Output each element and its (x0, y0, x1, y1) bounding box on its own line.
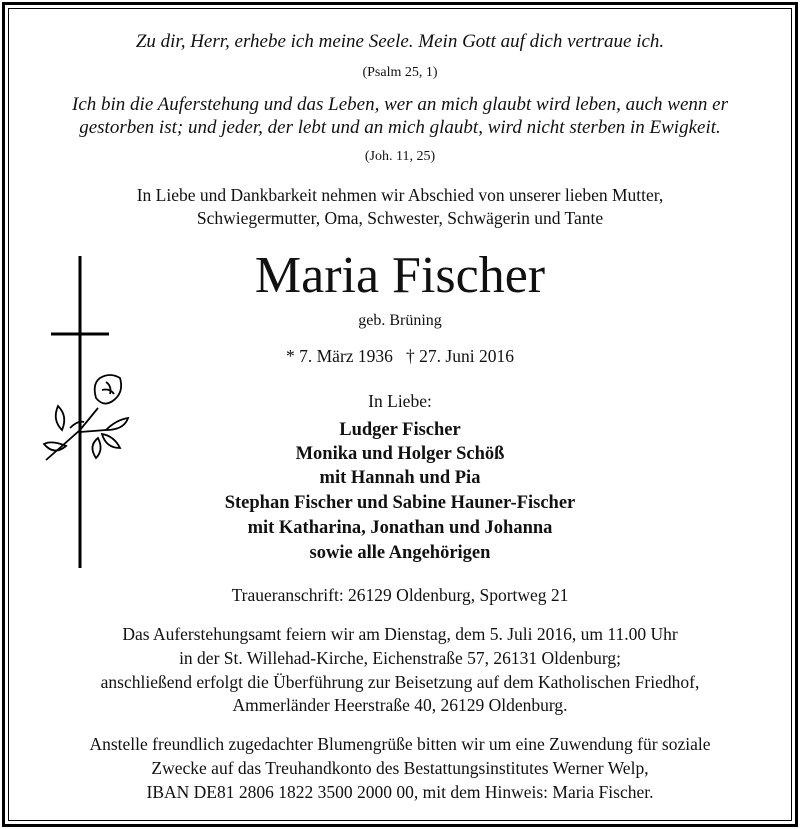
john-verse-line-2: gestorben ist; und jeder, der lebt und an mich glaubt, wird nicht sterben in Ewigkeit. (79, 117, 721, 138)
john-verse-line-1: Ich bin die Auferstehung und das Leben, wer an mich glaubt wird leben, auch wenn er (72, 94, 728, 115)
mourner-line: Stephan Fischer und Sabine Hauner-Fischer (224, 493, 576, 513)
mourner-line: mit Katharina, Jonathan und Johanna (247, 518, 553, 538)
maiden-name: geb. Brüning (358, 312, 442, 329)
service-line: in der St. Willehad-Kirche, Eichenstraße 57, 26131 Oldenburg; (179, 648, 621, 668)
mourners-heading: In Liebe: (368, 391, 432, 411)
mourner-line: mit Hannah und Pia (319, 468, 481, 488)
donation-line: Zwecke auf das Treuhandkonto des Bestattungsinstitutes Werner Welp, (151, 758, 649, 778)
service-line: Ammerländer Heerstraße 40, 26129 Oldenburg. (232, 695, 568, 715)
service-line: Das Auferstehungsamt feiern wir am Dienstag, dem 5. Juli 2016, um 11.00 Uhr (122, 624, 678, 644)
mourner-line: Ludger Fischer (339, 420, 461, 440)
mourner-line: sowie alle Angehörigen (309, 543, 491, 563)
intro-line-1: In Liebe und Dankbarkeit nehmen wir Abschied von unserer lieben Mutter, (136, 185, 664, 205)
donation-line: Anstelle freundlich zugedachter Blumengrüße bitten wir um eine Zuwendung für soziale (89, 734, 711, 754)
life-dates: * 7. März 1936 † 27. Juni 2016 (286, 346, 514, 366)
mourner-line: Monika und Holger Schöß (295, 444, 505, 464)
psalm-verse: Zu dir, Herr, erhebe ich meine Seele. Mein Gott auf dich vertraue ich. (135, 31, 665, 52)
service-line: anschließend erfolgt die Überführung zur Beisetzung auf dem Katholischen Friedhof, (100, 672, 700, 692)
psalm-reference: (Psalm 25, 1) (362, 65, 438, 80)
deceased-name: Maria Fischer (254, 247, 546, 304)
intro-line-2: Schwiegermutter, Oma, Schwester, Schwägerin und Tante (196, 208, 604, 228)
donation-line: IBAN DE81 2806 1822 3500 2000 00, mit dem Hinweis: Maria Fischer. (146, 782, 654, 802)
mourning-address: Traueranschrift: 26129 Oldenburg, Sportweg 21 (231, 585, 569, 605)
cross-with-rose-icon (40, 250, 140, 580)
john-reference: (Joh. 11, 25) (364, 149, 436, 164)
